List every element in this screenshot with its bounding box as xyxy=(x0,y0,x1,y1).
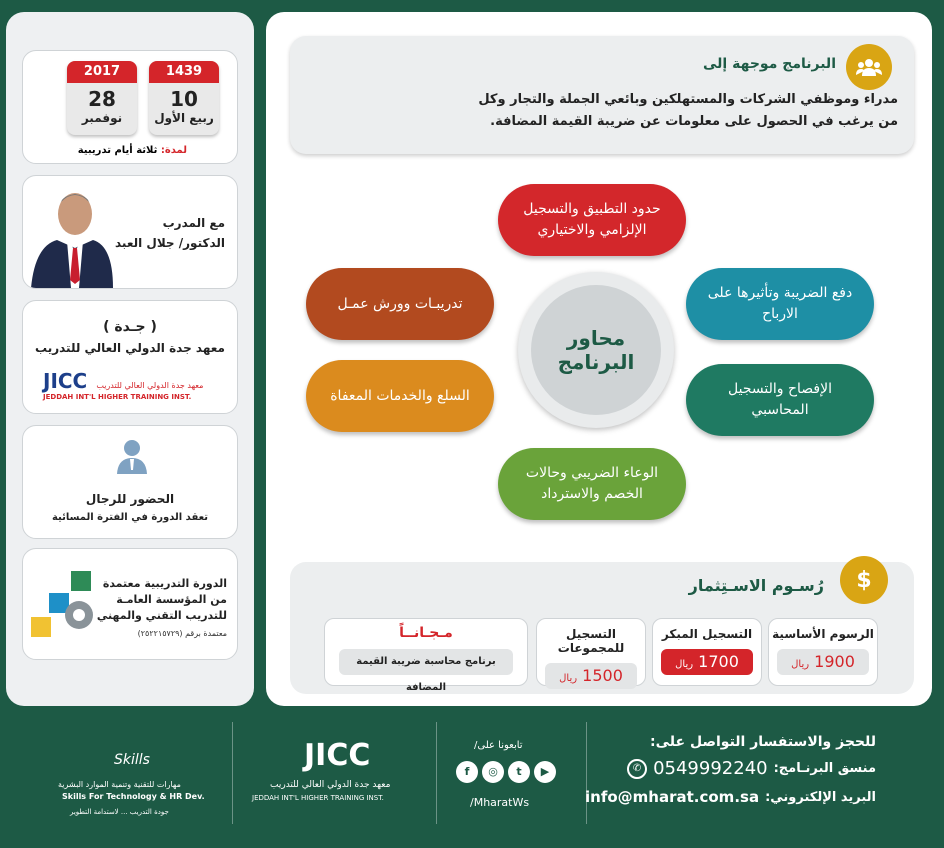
email-address[interactable]: info@mharat.com.sa xyxy=(585,788,760,806)
fee-basic xyxy=(768,618,878,686)
footer-divider xyxy=(586,722,587,824)
fee-groups-value xyxy=(545,663,638,689)
hijri-year: 1439 xyxy=(149,61,219,83)
jicc-logo-ar: معهد جدة الدولي العالي للتدريب xyxy=(96,381,204,390)
gregorian-day: 28 xyxy=(88,87,116,111)
jicc-logo-text: JICC xyxy=(43,369,88,393)
social-icons xyxy=(454,760,558,783)
skills-ar: مهارات للتقنية وتنمية الموارد البشرية xyxy=(58,780,181,789)
axes-center-inner xyxy=(531,285,661,415)
venue-institute: معهد جدة الدولي العالي للتدريب xyxy=(35,341,225,355)
contact-title: للحجز والاستفسار التواصل على: xyxy=(650,734,876,750)
hijri-calendar xyxy=(149,61,219,135)
gregorian-year: 2017 xyxy=(67,61,137,83)
skills-logo: Skills xyxy=(114,752,150,768)
hijri-month: ربيع الأول xyxy=(154,111,214,125)
axes-center xyxy=(518,272,674,428)
accreditation-line1: الدورة التدريبية معتمدة xyxy=(102,577,227,590)
venue-city: ( جـدة ) xyxy=(103,319,157,335)
trainer-photo xyxy=(27,184,113,288)
duration-label: لمدة: xyxy=(160,145,187,156)
attendance-subtitle: تعقد الدورة في الفترة المسائية xyxy=(51,512,209,523)
trainer-name: الدكتور/ جلال العبد xyxy=(115,236,225,250)
male-user-icon xyxy=(115,438,149,478)
venue-card xyxy=(22,300,238,414)
jicc-logo xyxy=(43,369,223,401)
fee-early-value xyxy=(661,649,754,675)
fee-early-currency: ريال xyxy=(675,659,694,670)
accreditation-number: معتمدة برقم (٢٥٢٢١٥٧٢٩) xyxy=(137,629,227,638)
follow-label: تابعونا على/ xyxy=(474,740,523,751)
fee-early-amount: 1700 xyxy=(698,652,739,671)
duration-value: ثلاثة أيام تدريبية xyxy=(77,145,158,156)
fee-basic-amount: 1900 xyxy=(814,652,855,671)
coordinator-row xyxy=(627,758,876,779)
fee-groups-label: التسجيل للمجموعات xyxy=(557,627,625,655)
audience-box xyxy=(290,36,914,154)
main-panel xyxy=(266,12,932,706)
coordinator-label: منسق البرنـامج: xyxy=(773,761,876,776)
fee-groups-currency: ريال xyxy=(559,673,578,684)
gregorian-calendar xyxy=(67,61,137,135)
axis-item-tax-payment: دفع الضريبة وتأثيرها على الارباح xyxy=(686,268,874,340)
youtube-icon[interactable]: ▶ xyxy=(534,761,556,783)
footer-jicc-en: JEDDAH INT'L HIGHER TRAINING INST. xyxy=(252,794,384,802)
hijri-day: 10 xyxy=(170,87,198,111)
tvtc-logo xyxy=(31,571,95,645)
axes-title-line1: محاور xyxy=(566,326,626,350)
footer-jicc-ar: معهد جدة الدولي العالي للتدريب xyxy=(270,780,391,790)
fee-free-value: برنامج محاسبة ضريبة القيمة المضافة xyxy=(339,649,513,675)
footer-divider xyxy=(436,722,437,824)
fee-basic-label: الرسوم الأساسية xyxy=(772,627,874,641)
fee-free-label: مـجـانــاً xyxy=(399,625,453,641)
fee-free xyxy=(324,618,528,693)
axis-item-workshops: تدريبـات وورش عمـل xyxy=(306,268,494,340)
jicc-logo-en: JEDDAH INT'L HIGHER TRAINING INST. xyxy=(43,393,192,401)
axis-item-disclosure: الإفصاح والتسجيل المحاسبي xyxy=(686,364,874,436)
fee-early-label: التسجيل المبكر xyxy=(661,627,753,641)
accreditation-line3: للتدريب التقني والمهني xyxy=(96,609,227,622)
social-handle: /MharatWs xyxy=(470,796,530,809)
accreditation-line2: من المؤسسة العامـة xyxy=(116,593,227,606)
gregorian-month: نوفمبر xyxy=(81,111,123,125)
email-label: البريد الإلكتروني: xyxy=(765,789,876,805)
trainer-line1: مع المدرب xyxy=(162,216,225,230)
fee-early xyxy=(652,618,762,686)
accreditation-card xyxy=(22,548,238,660)
axis-item-tax-base: الوعاء الضريبي وحالات الخصم والاسترداد xyxy=(498,448,686,520)
axes-title-line2: البرنامج xyxy=(557,350,635,374)
fee-basic-currency: ريال xyxy=(791,659,810,670)
fee-groups-amount: 1500 xyxy=(582,666,623,685)
audience-text2: من يرغب في الحصول على معلومات عن ضريبة القيمة المضافة. xyxy=(490,114,898,129)
attendance-title: الحضور للرجال xyxy=(85,492,175,506)
skills-en: Skills For Technology & HR Dev. xyxy=(62,792,205,801)
axis-item-exempt-goods: السلع والخدمات المعفاة xyxy=(306,360,494,432)
duration xyxy=(78,145,187,156)
trainer-card xyxy=(22,175,238,289)
audience-text1: مدراء وموظفي الشركات والمستهلكين وبائعي الجملة والتجار وكل xyxy=(478,92,898,107)
skills-slogan: جودة التدريب ... لاستدامة التطوير xyxy=(70,808,169,816)
footer-jicc-logo: JICC xyxy=(304,738,371,773)
instagram-icon[interactable]: ◎ xyxy=(482,761,504,783)
footer-divider xyxy=(232,722,233,824)
phone-number[interactable]: 0549992240 xyxy=(653,758,768,779)
attendance-card xyxy=(22,425,238,539)
facebook-icon[interactable]: f xyxy=(456,761,478,783)
twitter-icon[interactable]: t xyxy=(508,761,530,783)
fee-groups xyxy=(536,618,646,686)
sidebar xyxy=(6,12,254,706)
audience-title: البرنامج موجهة إلى xyxy=(703,56,836,72)
dollar-icon: $ xyxy=(840,556,888,604)
email-row xyxy=(585,788,876,806)
whatsapp-icon: ✆ xyxy=(627,759,647,779)
users-icon xyxy=(846,44,892,90)
axis-item-scope: حدود التطبيق والتسجيل الإلزامي والاختياري xyxy=(498,184,686,256)
fee-basic-value xyxy=(777,649,870,675)
fees-title: رُسـوم الاسـتِثمار xyxy=(688,576,824,595)
date-card xyxy=(22,50,238,164)
